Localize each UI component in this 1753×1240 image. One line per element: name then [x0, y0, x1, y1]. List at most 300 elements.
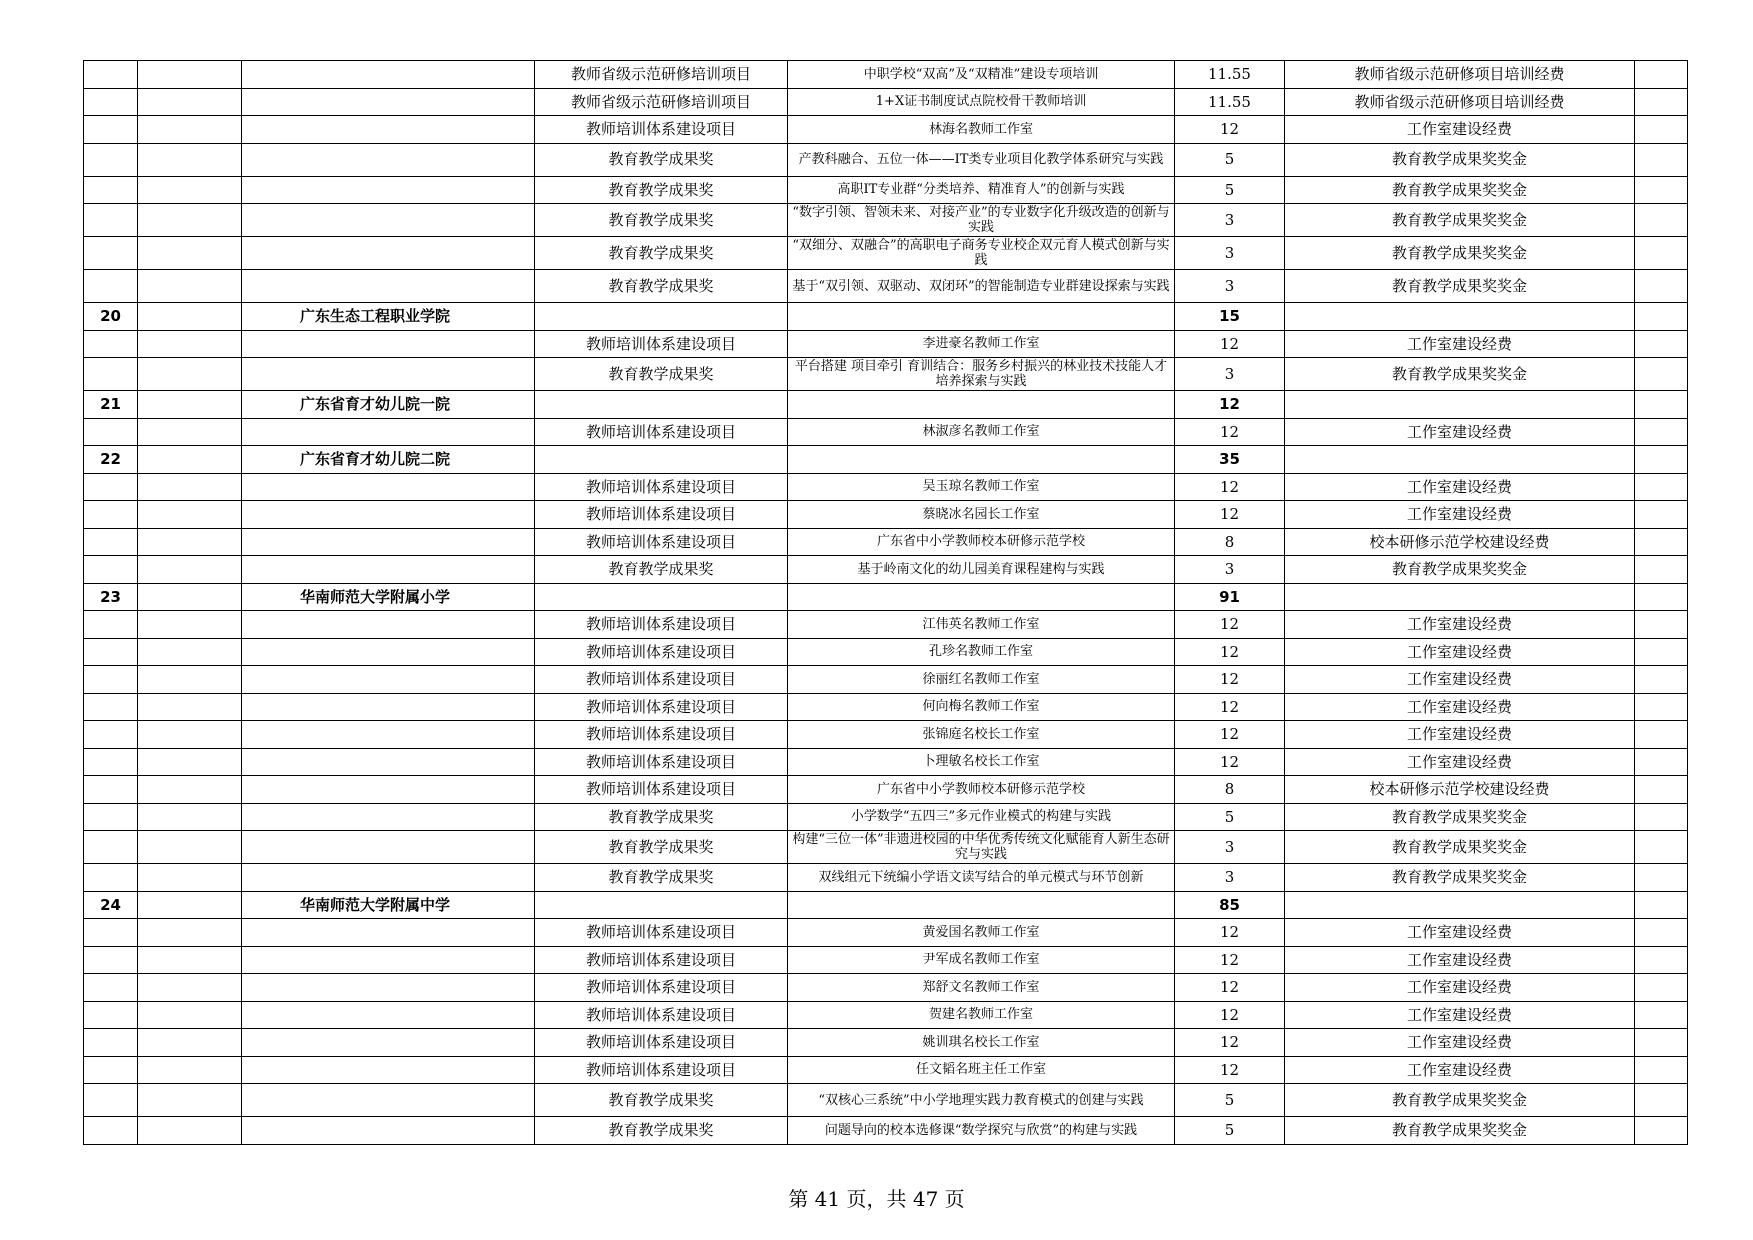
cell-usage: 工作室建设经费 [1285, 748, 1635, 776]
cell-category: 教育教学成果奖 [535, 556, 788, 584]
cell-unit [242, 204, 535, 237]
cell-remark [1635, 919, 1688, 947]
cell-project: 广东省中小学教师校本研修示范学校 [788, 776, 1175, 804]
cell-blank [138, 501, 242, 529]
cell-remark [1635, 204, 1688, 237]
cell-remark [1635, 864, 1688, 892]
cell-usage: 教育教学成果奖奖金 [1285, 1084, 1635, 1117]
cell-category [535, 891, 788, 919]
cell-blank [138, 391, 242, 419]
cell-remark [1635, 501, 1688, 529]
cell-remark [1635, 1029, 1688, 1057]
cell-remark [1635, 330, 1688, 358]
table-row [84, 891, 1688, 919]
cell-project: 贺建名教师工作室 [788, 1001, 1175, 1029]
cell-blank [138, 946, 242, 974]
cell-amount: 12 [1175, 611, 1285, 639]
cell-unit: 广东省育才幼儿院二院 [242, 446, 535, 474]
cell-unit [242, 864, 535, 892]
table-row [84, 666, 1688, 694]
cell-remark [1635, 88, 1688, 116]
cell-usage: 教育教学成果奖奖金 [1285, 831, 1635, 864]
cell-unit [242, 919, 535, 947]
cell-amount: 12 [1175, 473, 1285, 501]
table-row [84, 473, 1688, 501]
cell-usage: 工作室建设经费 [1285, 611, 1635, 639]
cell-no [84, 1056, 138, 1084]
table-row [84, 176, 1688, 204]
cell-no [84, 776, 138, 804]
cell-usage [1285, 891, 1635, 919]
cell-remark [1635, 583, 1688, 611]
cell-category: 教师培训体系建设项目 [535, 330, 788, 358]
cell-project: 姚训琪名校长工作室 [788, 1029, 1175, 1057]
cell-project: 江伟英名教师工作室 [788, 611, 1175, 639]
cell-blank [138, 303, 242, 331]
cell-usage: 教育教学成果奖奖金 [1285, 176, 1635, 204]
cell-category: 教师培训体系建设项目 [535, 1001, 788, 1029]
cell-blank [138, 693, 242, 721]
cell-usage: 工作室建设经费 [1285, 721, 1635, 749]
cell-no [84, 748, 138, 776]
cell-remark [1635, 303, 1688, 331]
cell-unit [242, 418, 535, 446]
cell-blank [138, 1084, 242, 1117]
cell-usage: 教育教学成果奖奖金 [1285, 803, 1635, 831]
cell-amount: 12 [1175, 1056, 1285, 1084]
cell-amount: 3 [1175, 358, 1285, 391]
cell-usage: 教育教学成果奖奖金 [1285, 864, 1635, 892]
table-row [84, 776, 1688, 804]
table-row [84, 946, 1688, 974]
cell-blank [138, 638, 242, 666]
allocation-table [83, 60, 1688, 1145]
cell-amount: 11.55 [1175, 88, 1285, 116]
cell-project: 基于“双引领、双驱动、双闭环”的智能制造专业群建设探索与实践 [788, 270, 1175, 303]
cell-unit [242, 176, 535, 204]
cell-unit [242, 473, 535, 501]
table-row [84, 1084, 1688, 1117]
cell-remark [1635, 974, 1688, 1002]
cell-blank [138, 1117, 242, 1145]
cell-unit [242, 1117, 535, 1145]
cell-amount: 8 [1175, 528, 1285, 556]
cell-amount: 5 [1175, 143, 1285, 176]
cell-blank [138, 176, 242, 204]
cell-unit [242, 946, 535, 974]
cell-unit [242, 1029, 535, 1057]
cell-usage: 工作室建设经费 [1285, 666, 1635, 694]
cell-no: 23 [84, 583, 138, 611]
cell-amount: 3 [1175, 237, 1285, 270]
table-row [84, 919, 1688, 947]
cell-amount: 15 [1175, 303, 1285, 331]
cell-remark [1635, 528, 1688, 556]
cell-project: 郑舒文名教师工作室 [788, 974, 1175, 1002]
cell-blank [138, 583, 242, 611]
cell-no [84, 864, 138, 892]
cell-amount: 11.55 [1175, 61, 1285, 89]
cell-blank [138, 88, 242, 116]
cell-remark [1635, 748, 1688, 776]
cell-category: 教师培训体系建设项目 [535, 919, 788, 947]
cell-no: 22 [84, 446, 138, 474]
cell-usage: 工作室建设经费 [1285, 116, 1635, 144]
cell-no [84, 803, 138, 831]
table-row [84, 88, 1688, 116]
cell-remark [1635, 611, 1688, 639]
cell-project: “双核心三系统”中小学地理实践力教育模式的创建与实践 [788, 1084, 1175, 1117]
cell-amount: 12 [1175, 638, 1285, 666]
cell-no [84, 270, 138, 303]
cell-usage: 工作室建设经费 [1285, 919, 1635, 947]
cell-remark [1635, 473, 1688, 501]
cell-blank [138, 61, 242, 89]
cell-project: 问题导向的校本选修课“数学探究与欣赏”的构建与实践 [788, 1117, 1175, 1145]
cell-unit [242, 803, 535, 831]
cell-remark [1635, 418, 1688, 446]
cell-blank [138, 143, 242, 176]
cell-blank [138, 1001, 242, 1029]
cell-category: 教师培训体系建设项目 [535, 666, 788, 694]
cell-unit [242, 237, 535, 270]
cell-usage: 教育教学成果奖奖金 [1285, 270, 1635, 303]
cell-blank [138, 803, 242, 831]
cell-category: 教师省级示范研修培训项目 [535, 88, 788, 116]
cell-no [84, 946, 138, 974]
cell-usage: 校本研修示范学校建设经费 [1285, 528, 1635, 556]
cell-remark [1635, 1117, 1688, 1145]
cell-no [84, 528, 138, 556]
cell-project [788, 891, 1175, 919]
cell-no [84, 473, 138, 501]
cell-category: 教师培训体系建设项目 [535, 974, 788, 1002]
cell-category: 教师培训体系建设项目 [535, 693, 788, 721]
cell-usage: 校本研修示范学校建设经费 [1285, 776, 1635, 804]
cell-unit [242, 330, 535, 358]
cell-amount: 35 [1175, 446, 1285, 474]
cell-project: 双线组元下统编小学语文读写结合的单元模式与环节创新 [788, 864, 1175, 892]
cell-category: 教育教学成果奖 [535, 237, 788, 270]
cell-category: 教师培训体系建设项目 [535, 528, 788, 556]
cell-unit: 华南师范大学附属中学 [242, 891, 535, 919]
cell-amount: 12 [1175, 721, 1285, 749]
cell-project: 广东省中小学教师校本研修示范学校 [788, 528, 1175, 556]
cell-remark [1635, 237, 1688, 270]
cell-usage: 教师省级示范研修项目培训经费 [1285, 88, 1635, 116]
table-row [84, 864, 1688, 892]
cell-category: 教育教学成果奖 [535, 864, 788, 892]
cell-project: 高职IT专业群“分类培养、精准育人”的创新与实践 [788, 176, 1175, 204]
cell-usage: 教育教学成果奖奖金 [1285, 237, 1635, 270]
table-row [84, 116, 1688, 144]
cell-project: 1+X证书制度试点院校骨干教师培训 [788, 88, 1175, 116]
cell-remark [1635, 1001, 1688, 1029]
cell-remark [1635, 1084, 1688, 1117]
cell-usage: 工作室建设经费 [1285, 1029, 1635, 1057]
cell-no [84, 1084, 138, 1117]
cell-unit [242, 748, 535, 776]
cell-category: 教育教学成果奖 [535, 176, 788, 204]
cell-amount: 12 [1175, 693, 1285, 721]
cell-unit [242, 666, 535, 694]
table-row [84, 748, 1688, 776]
cell-unit [242, 116, 535, 144]
cell-no [84, 358, 138, 391]
cell-blank [138, 237, 242, 270]
cell-unit [242, 143, 535, 176]
table-row [84, 61, 1688, 89]
table-row [84, 303, 1688, 331]
cell-usage: 教师省级示范研修项目培训经费 [1285, 61, 1635, 89]
cell-unit: 广东生态工程职业学院 [242, 303, 535, 331]
cell-usage: 教育教学成果奖奖金 [1285, 556, 1635, 584]
cell-blank [138, 666, 242, 694]
cell-no [84, 176, 138, 204]
cell-project: 林海名教师工作室 [788, 116, 1175, 144]
cell-blank [138, 446, 242, 474]
cell-usage: 工作室建设经费 [1285, 638, 1635, 666]
cell-usage: 工作室建设经费 [1285, 418, 1635, 446]
cell-project: 吴玉琼名教师工作室 [788, 473, 1175, 501]
cell-category [535, 391, 788, 419]
cell-blank [138, 473, 242, 501]
cell-category: 教师培训体系建设项目 [535, 638, 788, 666]
cell-unit [242, 721, 535, 749]
cell-category: 教育教学成果奖 [535, 1117, 788, 1145]
cell-remark [1635, 446, 1688, 474]
table-row [84, 330, 1688, 358]
cell-no [84, 204, 138, 237]
cell-amount: 3 [1175, 270, 1285, 303]
cell-category: 教师培训体系建设项目 [535, 1056, 788, 1084]
cell-unit [242, 693, 535, 721]
cell-category: 教师培训体系建设项目 [535, 501, 788, 529]
cell-amount: 12 [1175, 116, 1285, 144]
cell-category [535, 446, 788, 474]
cell-amount: 12 [1175, 1029, 1285, 1057]
cell-no [84, 721, 138, 749]
cell-category: 教育教学成果奖 [535, 803, 788, 831]
cell-no [84, 1001, 138, 1029]
cell-unit [242, 501, 535, 529]
table-row [84, 358, 1688, 391]
cell-amount: 5 [1175, 176, 1285, 204]
cell-blank [138, 721, 242, 749]
cell-category: 教师省级示范研修培训项目 [535, 61, 788, 89]
cell-unit [242, 1056, 535, 1084]
cell-no: 20 [84, 303, 138, 331]
cell-amount: 3 [1175, 556, 1285, 584]
cell-usage: 教育教学成果奖奖金 [1285, 204, 1635, 237]
cell-category: 教师培训体系建设项目 [535, 946, 788, 974]
cell-no [84, 831, 138, 864]
table-row [84, 556, 1688, 584]
cell-category [535, 303, 788, 331]
cell-unit [242, 358, 535, 391]
cell-unit [242, 270, 535, 303]
cell-blank [138, 556, 242, 584]
table-row [84, 143, 1688, 176]
cell-blank [138, 270, 242, 303]
cell-amount: 8 [1175, 776, 1285, 804]
cell-amount: 12 [1175, 748, 1285, 776]
cell-unit: 广东省育才幼儿院一院 [242, 391, 535, 419]
cell-project [788, 583, 1175, 611]
cell-blank [138, 611, 242, 639]
cell-usage: 工作室建设经费 [1285, 1056, 1635, 1084]
cell-category: 教育教学成果奖 [535, 831, 788, 864]
table-row [84, 638, 1688, 666]
cell-no [84, 418, 138, 446]
cell-usage [1285, 303, 1635, 331]
cell-no [84, 556, 138, 584]
cell-usage: 工作室建设经费 [1285, 974, 1635, 1002]
cell-unit [242, 831, 535, 864]
cell-unit: 华南师范大学附属小学 [242, 583, 535, 611]
table-row [84, 237, 1688, 270]
cell-project: 张锦庭名校长工作室 [788, 721, 1175, 749]
cell-amount: 12 [1175, 330, 1285, 358]
cell-usage: 工作室建设经费 [1285, 693, 1635, 721]
cell-usage: 工作室建设经费 [1285, 1001, 1635, 1029]
cell-blank [138, 776, 242, 804]
cell-project [788, 446, 1175, 474]
table-row [84, 528, 1688, 556]
cell-project: 李进豪名教师工作室 [788, 330, 1175, 358]
cell-no: 24 [84, 891, 138, 919]
table-row [84, 721, 1688, 749]
cell-blank [138, 204, 242, 237]
cell-usage: 工作室建设经费 [1285, 946, 1635, 974]
cell-no: 21 [84, 391, 138, 419]
cell-category: 教师培训体系建设项目 [535, 473, 788, 501]
cell-blank [138, 418, 242, 446]
cell-project: 平台搭建 项目牵引 育训结合：服务乡村振兴的林业技术技能人才培养探索与实践 [788, 358, 1175, 391]
cell-amount: 12 [1175, 946, 1285, 974]
table-row [84, 418, 1688, 446]
cell-project: “双细分、双融合”的高职电子商务专业校企双元育人模式创新与实践 [788, 237, 1175, 270]
cell-blank [138, 528, 242, 556]
cell-no [84, 88, 138, 116]
cell-remark [1635, 693, 1688, 721]
table-row [84, 1001, 1688, 1029]
cell-no [84, 1029, 138, 1057]
table-body [84, 61, 1688, 1145]
cell-unit [242, 1084, 535, 1117]
cell-remark [1635, 556, 1688, 584]
cell-amount: 91 [1175, 583, 1285, 611]
cell-blank [138, 1029, 242, 1057]
cell-project [788, 391, 1175, 419]
cell-no [84, 919, 138, 947]
cell-no [84, 1117, 138, 1145]
cell-category: 教师培训体系建设项目 [535, 748, 788, 776]
cell-unit [242, 638, 535, 666]
cell-project [788, 303, 1175, 331]
table-row [84, 1056, 1688, 1084]
cell-category: 教育教学成果奖 [535, 204, 788, 237]
cell-blank [138, 330, 242, 358]
cell-remark [1635, 358, 1688, 391]
cell-unit [242, 1001, 535, 1029]
cell-category: 教师培训体系建设项目 [535, 418, 788, 446]
cell-project: 何向梅名教师工作室 [788, 693, 1175, 721]
table-row [84, 693, 1688, 721]
cell-no [84, 237, 138, 270]
cell-amount: 12 [1175, 974, 1285, 1002]
cell-category: 教师培训体系建设项目 [535, 721, 788, 749]
cell-project: 孔珍名教师工作室 [788, 638, 1175, 666]
cell-blank [138, 358, 242, 391]
cell-remark [1635, 1056, 1688, 1084]
cell-unit [242, 611, 535, 639]
cell-remark [1635, 891, 1688, 919]
cell-amount: 12 [1175, 501, 1285, 529]
cell-remark [1635, 61, 1688, 89]
table-row [84, 446, 1688, 474]
cell-no [84, 330, 138, 358]
table-row [84, 391, 1688, 419]
cell-project: 徐丽红名教师工作室 [788, 666, 1175, 694]
table-row [84, 501, 1688, 529]
cell-amount: 85 [1175, 891, 1285, 919]
cell-unit [242, 776, 535, 804]
cell-project: 卜理敏名校长工作室 [788, 748, 1175, 776]
cell-no [84, 143, 138, 176]
cell-blank [138, 974, 242, 1002]
cell-no [84, 693, 138, 721]
cell-amount: 3 [1175, 864, 1285, 892]
cell-unit [242, 528, 535, 556]
cell-no [84, 116, 138, 144]
cell-category: 教师培训体系建设项目 [535, 116, 788, 144]
cell-blank [138, 831, 242, 864]
cell-remark [1635, 831, 1688, 864]
cell-no [84, 61, 138, 89]
cell-category: 教师培训体系建设项目 [535, 611, 788, 639]
cell-unit [242, 974, 535, 1002]
cell-project: 产教科融合、五位一体——IT类专业项目化教学体系研究与实践 [788, 143, 1175, 176]
cell-remark [1635, 143, 1688, 176]
cell-remark [1635, 270, 1688, 303]
table-row [84, 803, 1688, 831]
cell-unit [242, 556, 535, 584]
cell-category: 教育教学成果奖 [535, 270, 788, 303]
cell-category: 教育教学成果奖 [535, 143, 788, 176]
cell-remark [1635, 946, 1688, 974]
cell-amount: 5 [1175, 1084, 1285, 1117]
cell-usage: 教育教学成果奖奖金 [1285, 1117, 1635, 1145]
table-row [84, 583, 1688, 611]
cell-remark [1635, 638, 1688, 666]
cell-no [84, 974, 138, 1002]
cell-category: 教师培训体系建设项目 [535, 1029, 788, 1057]
cell-usage: 工作室建设经费 [1285, 473, 1635, 501]
cell-usage: 工作室建设经费 [1285, 501, 1635, 529]
cell-project: 基于岭南文化的幼儿园美育课程建构与实践 [788, 556, 1175, 584]
cell-amount: 3 [1175, 204, 1285, 237]
cell-project: 任文韬名班主任工作室 [788, 1056, 1175, 1084]
table-row [84, 974, 1688, 1002]
cell-no [84, 611, 138, 639]
cell-no [84, 666, 138, 694]
cell-project: 构建“三位一体”非遗进校园的中华优秀传统文化赋能育人新生态研究与实践 [788, 831, 1175, 864]
cell-remark [1635, 116, 1688, 144]
table-row [84, 204, 1688, 237]
cell-usage: 教育教学成果奖奖金 [1285, 143, 1635, 176]
page-footer: 第 41 页，共 47 页 [788, 1187, 965, 1211]
